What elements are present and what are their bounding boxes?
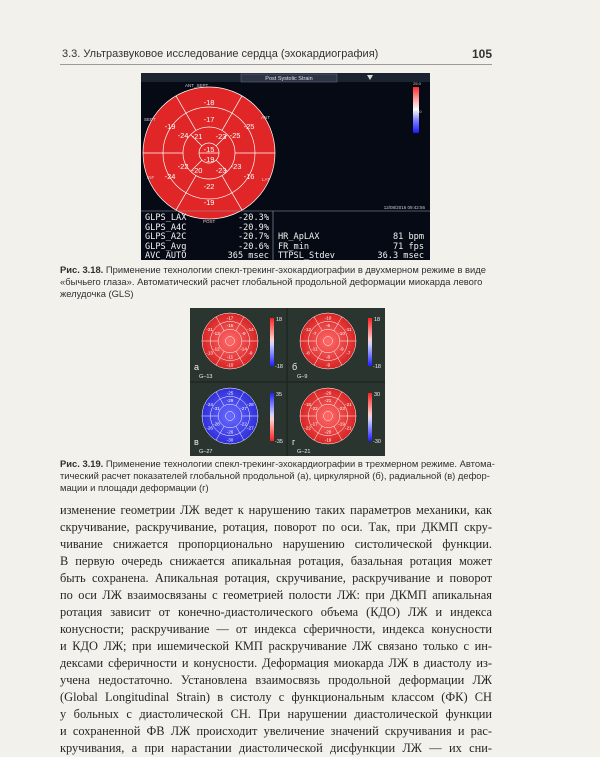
panel-value: -27 [247,425,254,431]
panel-scale-bottom: -30 [373,439,381,445]
section-title: 3.3. Ультразвуковое исследование сердца (эхокардиография) [62,48,379,60]
inner-value-0: -21 [191,132,203,141]
panel-value: -13 [213,330,220,336]
panel-value: -14 [240,346,247,352]
panel-value: -28 [247,402,254,408]
panel-scale-top: 18 [373,317,381,323]
middle-value-5: -24 [177,131,189,140]
panel-value: -8 [325,354,331,360]
panel-value: -7 [312,330,317,336]
timestamp: 12/08/2016 09:42:56 [383,205,425,210]
figure-caption-3-18: Рис. 3.18. Применение технологии спекл-трекинг-эхокардиографии в двухмерном режиме в виде «бычьего глаза». Автоматический расчет глобальной продольной деформации миокарда левого желудочка (GLS) [60,264,486,299]
panel-value: -11 [311,346,318,352]
panel-value: -20 [324,390,332,396]
running-header [60,44,492,65]
outer-value-0: -18 [203,98,215,107]
panel-value: -19 [324,437,332,443]
panel-value: -21 [324,398,332,404]
panel-value: -21 [345,402,352,408]
caption-label: Рис. 3.19. [60,458,104,469]
panel-value: -22 [304,425,311,431]
panel-scale-top: 18 [275,317,283,323]
colorbar-mid: -25.0 [412,109,422,114]
panel-value: -19 [338,421,345,427]
figure-bullseye-2d: Post Systolic Strain ANT_SEPT ANT LAT POST INF SEPT -18 -25 -16 -19 -24 -19 -17 -25 -23 -22 -22 -24 -21 -23 -23 -20 -15 -19 25.0 -25.0 12/08/2016 09:42:56 GLPS_LAX -20.3% GLPS_A4C -20.9% GLPS_A2C -20.7% GLPS_Avg -20.6% AVC_AUTO 365 msec HR_ApLAX 81 bpm FR_min 71 fps TTPSL_Stdev 36.3 msec [141,73,430,260]
body-text [60,502,492,757]
panel-value: -12 [304,327,311,333]
panel-value: -24 [206,402,213,408]
panel-colorbar [270,393,274,441]
panel-value: -9 [325,362,331,368]
body-line: В первую очередь снижается апикальная ротация, базальная ротация может [60,554,492,568]
panel-value: -31 [213,405,220,411]
panel-value: -26 [226,429,234,435]
seg-label-post: POST [203,219,216,224]
body-line: учена недостаточно. Установлена взаимосвязь продольной деформации ЛЖ [60,673,492,687]
bullseye-panel-3 [292,388,381,455]
panel-value: -22 [240,421,247,427]
panel-value: -30 [226,437,234,443]
panel-value: -9 [241,330,246,336]
panel-value: -15 [226,323,234,329]
panel-global-value: G–13 [199,374,213,380]
bullseye-panel-2 [194,388,283,455]
panel-value: -21 [206,327,213,333]
body-line: скручивание, раскручивание, ротация, поворот по оси. Так, при ДКМП скру- [60,520,492,534]
body-line: (Global Longitudinal Strain) в систолу с функциональным классом (ФК) СН [60,690,492,704]
panel-value: -22 [311,405,318,411]
body-line: изменение геометрии ЛЖ ведет к нарушению таких параметров механики, как [60,503,492,517]
panel-value: -23 [338,405,345,411]
panel-value: -29 [226,398,234,404]
body-line: у больных с диастолической СН. При нарушении диастолической функции [60,707,492,721]
panel-value: -17 [226,315,234,321]
figure-bullseye-3d [190,308,385,456]
panel-value: -27 [240,405,247,411]
seg-label-ant: ANT [261,115,270,120]
panel-value: -13 [206,350,213,356]
bullseye-panel-1 [292,313,381,380]
panel-value: -14 [247,327,254,333]
body-line: чивание снижается пропорционально нарушению систолической функции. [60,537,492,551]
body-line: по оси ЛЖ взаимосвязаны с геометрией полости ЛЖ: при ДКМП апикальная [60,588,492,602]
body-line: конусности; раскручивание — от индекса сферичности, индекса конусности [60,622,492,636]
panel-value: -10 [226,362,234,368]
seg-label-inf: INF [147,175,155,180]
seg-label-sept: SEPT [144,117,156,122]
panel-value: -26 [206,425,213,431]
panel-global-value: G–27 [199,449,213,455]
panel-scale-top: 35 [275,392,283,398]
seg-label-ant-sept: ANT_SEPT [185,83,209,88]
outer-value-3: -19 [203,198,215,207]
panel-value: -10 [338,330,345,336]
panel-value: -9 [339,346,344,352]
inner-value-2: -23 [215,166,227,175]
outer-value-1: -25 [243,122,255,131]
panel-value: -12 [213,346,220,352]
body-line: и сохраненной ФВ ЛЖ происходит увеличение значений скручивания и рас- [60,724,492,738]
panel-value: -11 [226,354,234,360]
panel-scale-bottom: -18 [275,364,283,370]
caption-label: Рис. 3.18. [60,264,104,275]
outer-value-2: -16 [243,172,255,181]
middle-value-2: -23 [230,162,242,171]
outer-value-5: -19 [164,122,176,131]
panel-scale-bottom: -18 [373,364,381,370]
body-line: быть сохранена. Апикальная ротация, скручивание, раскручивание и поворот [60,571,492,585]
panel-scale-top: 30 [373,392,381,398]
apex-value-1: -19 [203,155,215,164]
outer-value-4: -24 [164,172,176,181]
panel-letter: б [292,362,298,372]
panel-value: -25 [226,390,234,396]
body-line: кручивания, а при нарастании диастолической дисфункции ЛЖ — их сни- [60,741,492,755]
body-line: дексами сферичности и конусности. Деформация миокарда ЛЖ в диастолу из- [60,656,492,670]
colorbar-top: 25.0 [413,81,421,86]
panel-colorbar [270,318,274,366]
top-label: Post Systolic Strain [265,76,313,82]
bullseye-3d-svg [190,308,385,456]
panel-value: -6 [325,323,331,329]
body-line: ротация зависит от конечно-диастолического объема (КДО) ЛЖ и индекса [60,605,492,619]
middle-value-4: -22 [177,162,189,171]
panel-value: -20 [324,429,332,435]
panel-value: -17 [311,421,318,427]
middle-value-0: -17 [203,115,215,124]
body-line: и КДО ЛЖ; при ишемической КМП раскручивание ЛЖ связано только с ин- [60,639,492,653]
panel-colorbar [368,318,372,366]
page-number: 105 [471,47,492,61]
inner-value-1: -23 [215,132,227,141]
middle-value-1: -25 [229,131,241,140]
middle-value-3: -22 [203,182,215,191]
panel-colorbar [368,393,372,441]
panel-value: -11 [345,327,352,333]
panel-value: -7 [346,350,351,356]
panel-global-value: G–21 [297,449,311,455]
panel-value: -8 [305,350,310,356]
panel-value: -18 [304,402,311,408]
panel-letter: в [194,437,199,447]
apex-value-0: -15 [203,145,215,154]
bullseye-panel-0 [194,313,283,380]
panel-value: -21 [345,425,352,431]
panel-value: -28 [213,421,220,427]
inner-value-3: -20 [191,166,203,175]
seg-label-lat: LAT [262,177,270,182]
panel-global-value: G–9 [297,374,308,380]
panel-value: -10 [324,315,332,321]
panel-letter: а [194,362,200,372]
panel-letter: г [292,437,296,447]
panel-scale-bottom: -35 [275,439,283,445]
panel-value: -9 [248,350,253,356]
figure-caption-3-19: Рис. 3.19. Применение технологии спекл-трекинг-эхокардиографии в трехмерном режиме. Автома- тический расчет показателей глобальной продольной (а), циркулярной (б), радиальной (в) дефор- мации и площади деформации (г) [60,458,495,493]
